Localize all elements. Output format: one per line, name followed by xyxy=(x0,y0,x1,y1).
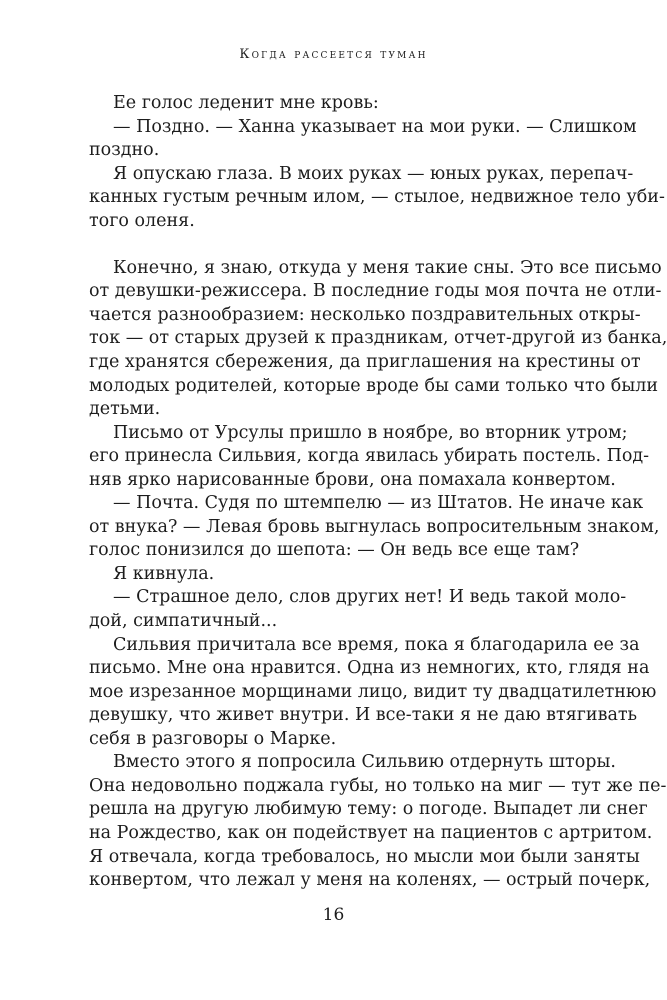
page-number: 16 xyxy=(322,905,345,925)
text-line: письмо. Мне она нравится. Одна из немногих, кто, глядя на xyxy=(89,658,650,679)
text-line: детьми. xyxy=(89,399,161,420)
paragraph xyxy=(89,116,637,163)
text-line: от внука? — Левая бровь выгнулась вопросительным знаком, xyxy=(89,516,660,537)
text-line: чается разнообразием: несколько поздравительных откры- xyxy=(89,304,641,325)
text-line: Вместо этого я попросила Сильвию отдернуть шторы. xyxy=(113,752,616,773)
paragraph xyxy=(89,163,665,234)
text-line: Я опускаю глаза. В моих руках — юных руках, перепач- xyxy=(113,163,634,184)
page-body xyxy=(89,92,667,893)
text-line: няв ярко нарисованные брови, она помахала конвертом. xyxy=(89,469,616,490)
running-head: Когда рассеется туман xyxy=(239,47,428,62)
text-line: того оленя. xyxy=(89,210,195,231)
text-line: его принесла Сильвия, когда явилась убирать постель. Под- xyxy=(89,446,650,467)
text-line: ток — от старых друзей к праздникам, отчет-другой из банка, xyxy=(89,328,667,349)
text-line: Я отвечала, когда требовалось, но мысли мои были заняты xyxy=(89,846,640,867)
text-line: канных густым речным илом, — стылое, недвижное тело уби- xyxy=(89,187,665,208)
text-line: голос понизился до шепота: — Он ведь все еще там? xyxy=(89,540,580,561)
text-line: молодых родителей, которые вроде бы сами только что были xyxy=(89,375,659,396)
text-line: на Рождество, как он подействует на пациентов с артритом. xyxy=(89,822,653,843)
text-line: — Страшное дело, слов других нет! И ведь такой моло- xyxy=(113,587,627,608)
text-line: поздно. xyxy=(89,140,160,161)
text-line: — Почта. Судя по штемпелю — из Штатов. Не иначе как xyxy=(113,493,644,514)
text-line: от девушки-режиссера. В последние годы моя почта не отли- xyxy=(89,281,662,302)
paragraph xyxy=(89,257,667,422)
text-line: Ее голос леденит мне кровь: xyxy=(113,93,379,113)
paragraph xyxy=(89,422,650,493)
text-line: Я кивнула. xyxy=(113,563,215,584)
text-line: девушку, что живет внутри. И все-таки я не даю втягивать xyxy=(89,705,638,726)
text-line: конвертом, что лежал у меня на коленях, — острый почерк, xyxy=(89,870,651,891)
paragraph xyxy=(89,586,627,633)
paragraph xyxy=(89,563,589,587)
text-line: Письмо от Урсулы пришло в ноябре, во вторник утром; xyxy=(113,422,628,443)
paragraph xyxy=(89,492,660,563)
text-line: решла на другую любимую тему: о погоде. Выпадет ли снег xyxy=(89,799,648,820)
text-block-dream xyxy=(89,92,665,233)
text-line: себя в разговоры о Марке. xyxy=(89,728,337,749)
text-line: Конечно, я знаю, откуда у меня такие сны. Это все письмо xyxy=(113,257,662,278)
text-line: где хранятся сбережения, да приглашения на крестины от xyxy=(89,352,641,373)
paragraph xyxy=(89,92,589,116)
text-line: дой, симпатичный... xyxy=(89,611,278,632)
text-block-letter xyxy=(89,257,667,893)
paragraph xyxy=(89,634,657,752)
text-line: мое изрезанное морщинами лицо, видит ту двадцатилетнюю xyxy=(89,681,657,702)
text-line: — Поздно. — Ханна указывает на мои руки. — Слишком xyxy=(113,116,637,137)
text-line: Сильвия причитала все время, пока я благодарила ее за xyxy=(113,634,640,655)
section-break xyxy=(89,233,589,257)
text-line: Она недовольно поджала губы, но только на миг — тут же пе- xyxy=(89,775,667,796)
paragraph xyxy=(89,751,667,892)
